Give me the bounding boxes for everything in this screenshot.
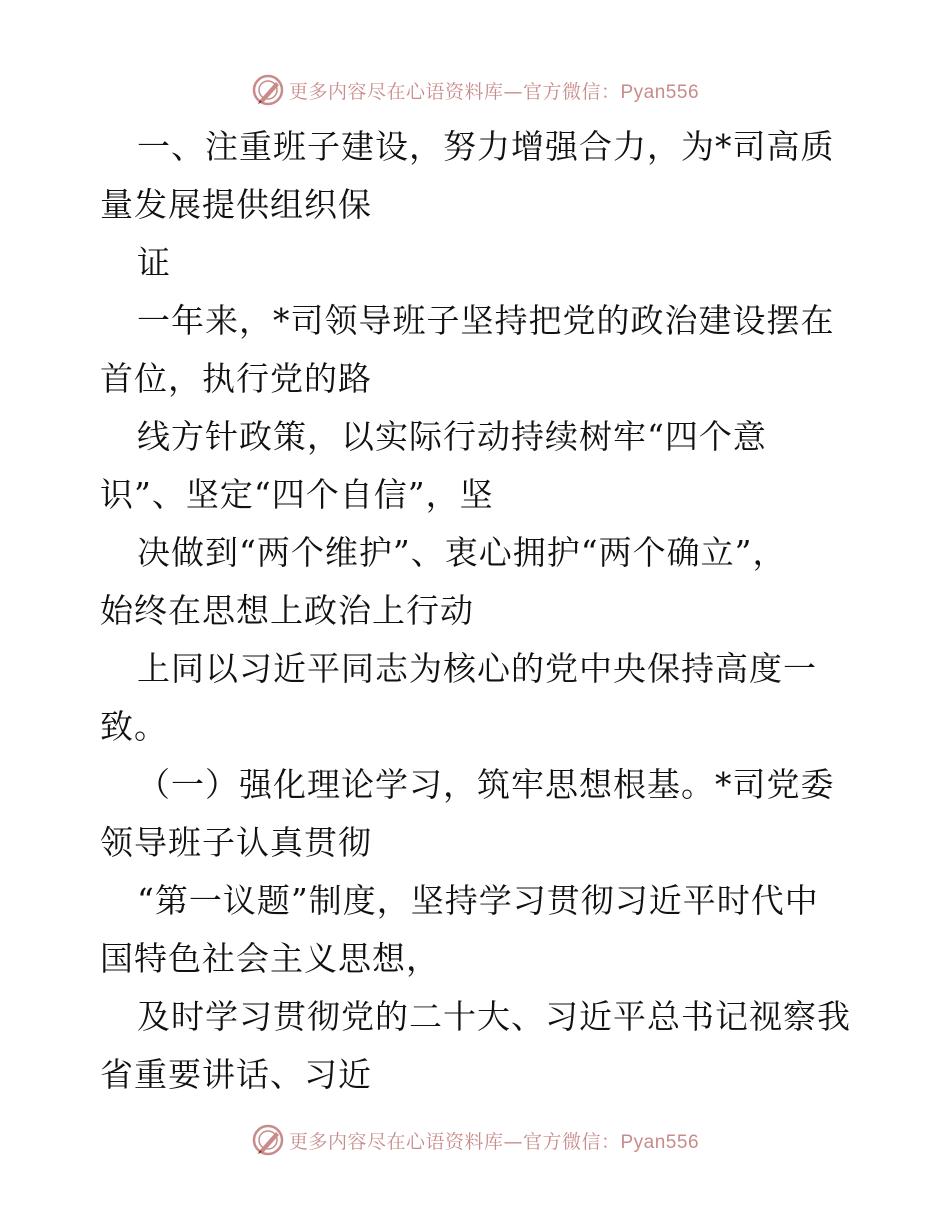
text-line: 一年来，*司领导班子坚持把党的政治建设摆在	[137, 301, 835, 340]
document-body	[100, 118, 860, 1104]
text-line: 证	[137, 243, 171, 282]
watermark-text: 更多内容尽在心语资料库—官方微信：Pyan556	[288, 1130, 700, 1153]
text-line: 始终在思想上政治上行动	[100, 591, 474, 630]
text-line: 识”、坚定“四个自信”，坚	[100, 475, 494, 514]
text-line: 及时学习贯彻党的二十大、习近平总书记视察我	[137, 997, 851, 1036]
text-line: 量发展提供组织保	[100, 185, 372, 224]
text-line: 国特色社会主义思想，	[100, 939, 440, 978]
pen-logo-icon	[251, 73, 285, 107]
watermark-text: 更多内容尽在心语资料库—官方微信：Pyan556	[288, 80, 700, 103]
watermark-banner-top	[0, 72, 950, 108]
text-line: 省重要讲话、习近	[100, 1055, 372, 1094]
text-line: 一、注重班子建设，努力增强合力，为*司高质	[137, 127, 835, 166]
text-line: 领导班子认真贯彻	[100, 823, 372, 862]
text-line: 上同以习近平同志为核心的党中央保持高度一	[137, 649, 817, 688]
pen-logo-icon	[251, 1123, 285, 1157]
watermark-banner-bottom	[0, 1122, 950, 1158]
text-line: 线方针政策，以实际行动持续树牢“四个意	[137, 417, 767, 456]
text-line: 决做到“两个维护”、衷心拥护“两个确立”，	[137, 533, 787, 572]
text-line: （一）强化理论学习，筑牢思想根基。*司党委	[137, 765, 835, 804]
text-line: 首位，执行党的路	[100, 359, 372, 398]
text-line: “第一议题”制度，坚持学习贯彻习近平时代中	[137, 881, 819, 920]
text-line: 致。	[100, 707, 168, 746]
